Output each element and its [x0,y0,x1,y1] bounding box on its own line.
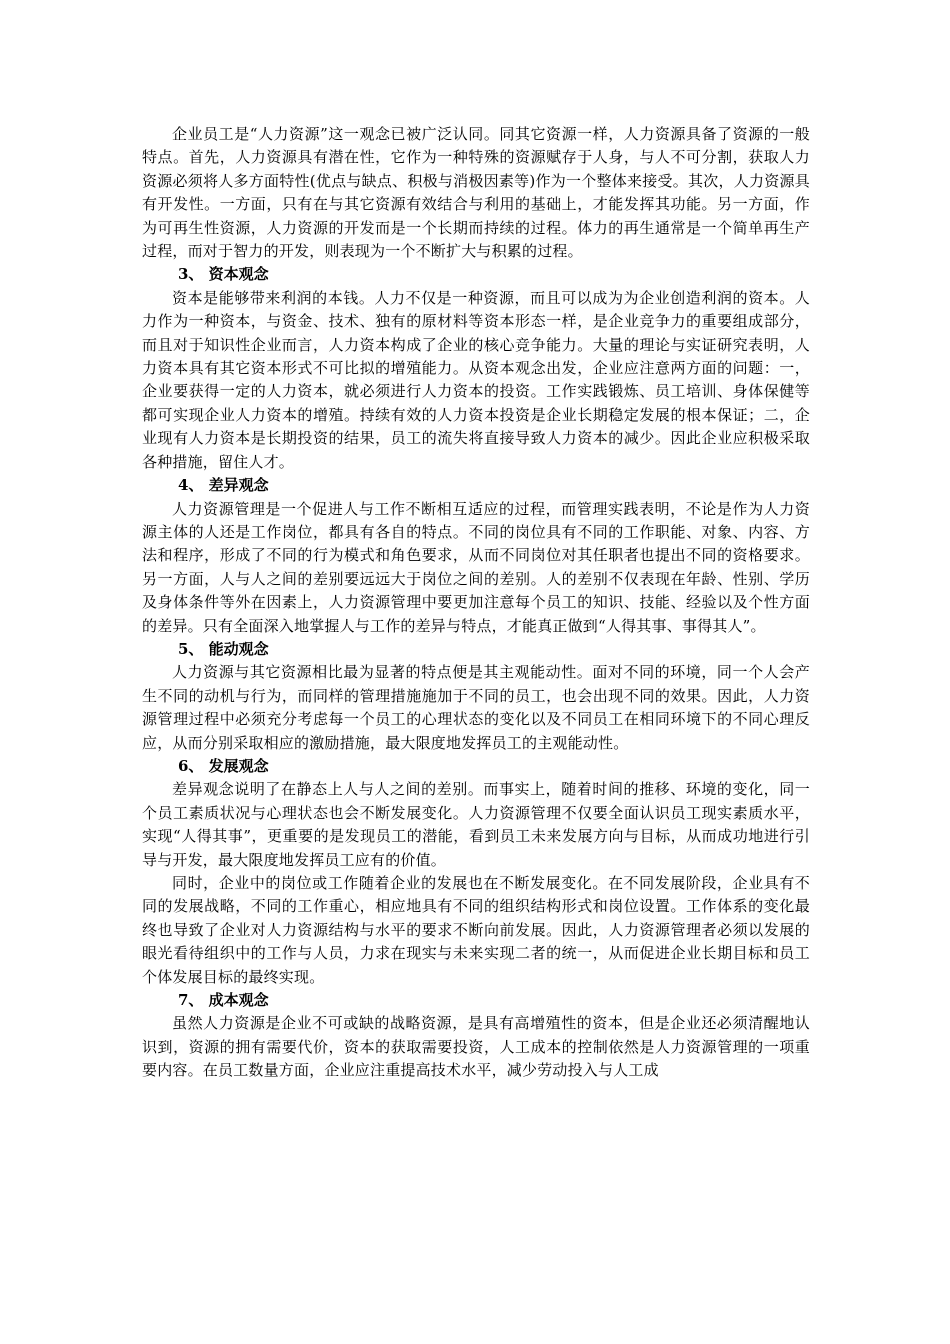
heading-difference-concept: 4、 差异观念 [178,476,269,495]
document-body [142,123,810,1083]
heading-capital-concept: 3、 资本观念 [178,265,269,284]
paragraph-development-concept-1: 差异观念说明了在静态上人与人之间的差别。而事实上，随着时间的推移、环境的变化，同一个员工素质状况与心理状态也会不断发展变化。人力资源管理不仅要全面认识员工现实素质水平，实现“人得其事”，更重要的是发现员工的潜能，看到员工未来发展方向与目标，从而成功地进行引导与开发，最大限度地发挥员工应有的价值。 [142,780,810,869]
paragraph-development-concept-2: 同时，企业中的岗位或工作随着企业的发展也在不断发展变化。在不同发展阶段，企业具有不同的发展战略，不同的工作重心，相应地具有不同的组织结构形式和岗位设置。工作体系的变化最终也导致了企业对人力资源结构与水平的要求不断向前发展。因此，人力资源管理者必须以发展的眼光看待组织中的工作与人员，力求在现实与未来实现二者的统一，从而促进企业长期目标和员工个体发展目标的最终实现。 [142,874,810,986]
paragraph-capital-concept: 资本是能够带来利润的本钱。人力不仅是一种资源，而且可以成为为企业创造利润的资本。人力作为一种资本，与资金、技术、独有的原材料等资本形态一样，是企业竞争力的重要组成部分，而且对于知识性企业而言，人力资本构成了企业的核心竞争能力。大量的理论与实证研究表明，人力资本具有其它资本形式不可比拟的增殖能力。从资本观念出发，企业应注意两方面的问题：一，企业要获得一定的人力资本，就必须进行人力资本的投资。工作实践锻炼、员工培训、身体保健等都可实现企业人力资本的增殖。持续有效的人力资本投资是企业长期稳定发展的根本保证；二，企业现有人力资本是长期投资的结果，员工的流失将直接导致人力资本的减少。因此企业应积极采取各种措施，留住人才。 [142,288,810,471]
heading-cost-concept: 7、 成本观念 [178,991,269,1010]
heading-development-concept: 6、 发展观念 [178,756,269,775]
paragraph-difference-concept: 人力资源管理是一个促进人与工作不断相互适应的过程，而管理实践表明，不论是作为人力资源主体的人还是工作岗位，都具有各自的特点。不同的岗位具有不同的工作职能、对象、内容、方法和程序，形成了不同的行为模式和角色要求，从而不同岗位对其任职者也提出不同的资格要求。另一方面，人与人之间的差别要远远大于岗位之间的差别。人的差别不仅表现在年龄、性别、学历及身体条件等外在因素上，人力资源管理中要更加注意每个员工的知识、技能、经验以及个性方面的差异。只有全面深入地掌握人与工作的差异与特点，才能真正做到“人得其事、事得其人”。 [142,499,810,635]
heading-initiative-concept: 5、 能动观念 [178,639,269,658]
paragraph-cost-concept: 虽然人力资源是企业不可或缺的战略资源，是具有高增殖性的资本，但是企业还必须清醒地认识到，资源的拥有需要代价，资本的获取需要投资，人工成本的控制依然是人力资源管理的一项重要内容。在员工数量方面，企业应注重提高技术水平，减少劳动投入与人工成 [142,1014,810,1080]
paragraph-human-resource-concept: 企业员工是“人力资源”这一观念已被广泛认同。同其它资源一样，人力资源具备了资源的一般特点。首先，人力资源具有潜在性，它作为一种特殊的资源赋存于人身，与人不可分割，获取人力资源必须将人多方面特性(优点与缺点、积极与消极因素等)作为一个整体来接受。其次，人力资源具有开发性。一方面，只有在与其它资源有效结合与利用的基础上，才能发挥其功能。另一方面，作为可再生性资源，人力资源的开发而是一个长期而持续的过程。体力的再生通常是一个简单再生产过程，而对于智力的开发，则表现为一个不断扩大与积累的过程。 [142,125,810,261]
paragraph-initiative-concept: 人力资源与其它资源相比最为显著的特点便是其主观能动性。面对不同的环境，同一个人会产生不同的动机与行为，而同样的管理措施施加于不同的员工，也会出现不同的效果。因此，人力资源管理过程中必须充分考虑每一个员工的心理状态的变化以及不同员工在相同环境下的不同心理反应，从而分别采取相应的激励措施，最大限度地发挥员工的主观能动性。 [142,663,810,752]
